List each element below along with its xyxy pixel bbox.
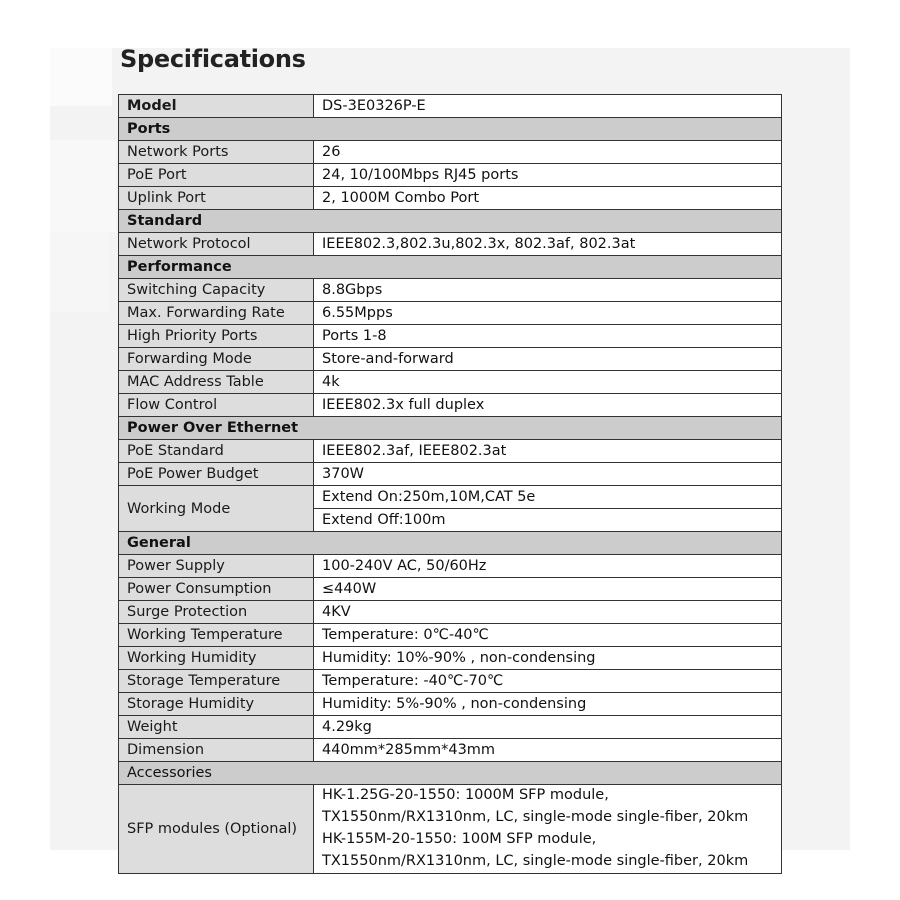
spec-label: Network Ports <box>119 141 314 164</box>
spec-value: 2, 1000M Combo Port <box>314 187 782 210</box>
spec-label: Working Temperature <box>119 624 314 647</box>
specifications-table <box>118 94 782 874</box>
spec-value <box>314 785 782 874</box>
section-header: Power Over Ethernet <box>119 417 782 440</box>
spec-value: 8.8Gbps <box>314 279 782 302</box>
spec-value: IEEE802.3x full duplex <box>314 394 782 417</box>
spec-value: 4KV <box>314 601 782 624</box>
page-title: Specifications <box>120 45 306 73</box>
spec-label: PoE Port <box>119 164 314 187</box>
spec-row <box>119 486 782 509</box>
spec-label: Storage Temperature <box>119 670 314 693</box>
specifications-table-body <box>119 95 782 874</box>
spec-row <box>119 670 782 693</box>
background-patch <box>50 140 116 232</box>
spec-label: Working Humidity <box>119 647 314 670</box>
section-header-row <box>119 762 782 785</box>
spec-label: Working Mode <box>119 486 314 532</box>
section-header-row <box>119 256 782 279</box>
spec-row <box>119 371 782 394</box>
spec-row <box>119 325 782 348</box>
spec-label: Max. Forwarding Rate <box>119 302 314 325</box>
spec-value: Extend On:250m,10M,CAT 5e <box>314 486 782 509</box>
spec-value: 370W <box>314 463 782 486</box>
spec-row <box>119 578 782 601</box>
spec-row <box>119 302 782 325</box>
section-header-row <box>119 118 782 141</box>
spec-label: Forwarding Mode <box>119 348 314 371</box>
spec-value: 26 <box>314 141 782 164</box>
spec-value: IEEE802.3af, IEEE802.3at <box>314 440 782 463</box>
spec-label: Surge Protection <box>119 601 314 624</box>
spec-value: DS-3E0326P-E <box>314 95 782 118</box>
spec-value: Store-and-forward <box>314 348 782 371</box>
spec-row <box>119 463 782 486</box>
spec-row <box>119 141 782 164</box>
spec-label: SFP modules (Optional) <box>119 785 314 874</box>
spec-row <box>119 279 782 302</box>
spec-row <box>119 647 782 670</box>
spec-row <box>119 95 782 118</box>
spec-value: Temperature: -40℃-70℃ <box>314 670 782 693</box>
background-patch <box>50 48 112 106</box>
spec-value-line: HK-155M-20-1550: 100M SFP module, <box>322 831 597 847</box>
section-header-row <box>119 532 782 555</box>
spec-value-line: TX1550nm/RX1310nm, LC, single-mode single-fiber, 20km <box>322 852 749 869</box>
spec-row <box>119 716 782 739</box>
spec-label: PoE Power Budget <box>119 463 314 486</box>
spec-value: Humidity: 5%-90% , non-condensing <box>314 693 782 716</box>
spec-row <box>119 164 782 187</box>
spec-value: Temperature: 0℃-40℃ <box>314 624 782 647</box>
spec-value-line: HK-1.25G-20-1550: 1000M SFP module, <box>322 787 609 804</box>
section-header: Performance <box>119 256 782 279</box>
spec-row <box>119 624 782 647</box>
section-header: Ports <box>119 118 782 141</box>
spec-row <box>119 348 782 371</box>
spec-label: Power Consumption <box>119 578 314 601</box>
spec-label: Power Supply <box>119 555 314 578</box>
spec-label: Uplink Port <box>119 187 314 210</box>
spec-value: 6.55Mpps <box>314 302 782 325</box>
spec-value: ≤440W <box>314 578 782 601</box>
spec-label: Storage Humidity <box>119 693 314 716</box>
spec-label: Dimension <box>119 739 314 762</box>
spec-value: Humidity: 10%-90% , non-condensing <box>314 647 782 670</box>
section-header-row <box>119 210 782 233</box>
spec-label: PoE Standard <box>119 440 314 463</box>
spec-value: 4.29kg <box>314 716 782 739</box>
spec-row <box>119 440 782 463</box>
spec-label: High Priority Ports <box>119 325 314 348</box>
spec-label: Network Protocol <box>119 233 314 256</box>
spec-label: Model <box>119 95 314 118</box>
spec-label: MAC Address Table <box>119 371 314 394</box>
section-header: General <box>119 532 782 555</box>
spec-value: 24, 10/100Mbps RJ45 ports <box>314 164 782 187</box>
spec-value: Extend Off:100m <box>314 509 782 532</box>
background-patch <box>50 232 110 312</box>
spec-label: Switching Capacity <box>119 279 314 302</box>
spec-label: Weight <box>119 716 314 739</box>
spec-row <box>119 394 782 417</box>
spec-row <box>119 601 782 624</box>
spec-row <box>119 187 782 210</box>
spec-value-line: TX1550nm/RX1310nm, LC, single-mode single-fiber, 20km <box>322 809 749 826</box>
spec-row <box>119 233 782 256</box>
spec-row <box>119 785 782 874</box>
spec-value: 100-240V AC, 50/60Hz <box>314 555 782 578</box>
section-header: Accessories <box>119 762 782 785</box>
spec-value: IEEE802.3,802.3u,802.3x, 802.3af, 802.3at <box>314 233 782 256</box>
section-header-row <box>119 417 782 440</box>
spec-value: Ports 1-8 <box>314 325 782 348</box>
spec-label: Flow Control <box>119 394 314 417</box>
section-header: Standard <box>119 210 782 233</box>
spec-value: 4k <box>314 371 782 394</box>
spec-row <box>119 693 782 716</box>
spec-row <box>119 739 782 762</box>
spec-row <box>119 555 782 578</box>
spec-value: 440mm*285mm*43mm <box>314 739 782 762</box>
